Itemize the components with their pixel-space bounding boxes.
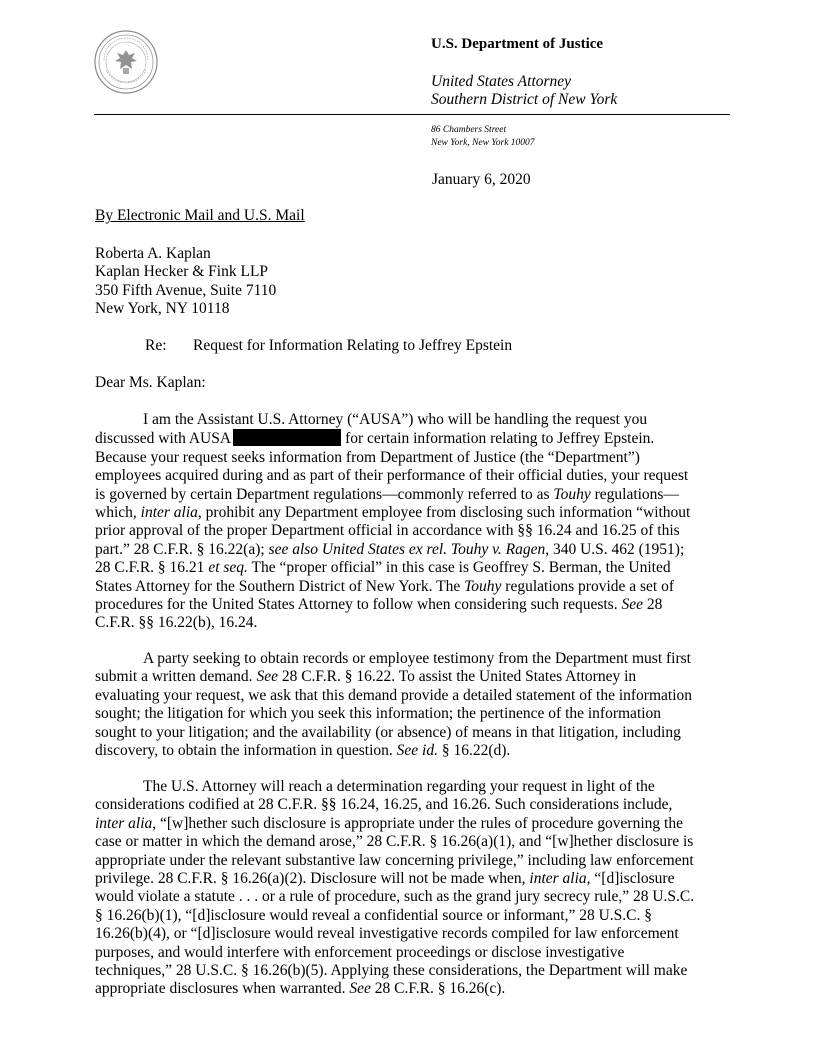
recipient-firm: Kaplan Hecker & Fink LLP	[95, 263, 269, 281]
paragraph-line: States Attorney for the Southern District of New York. The Touhy regulations provide a set of	[95, 577, 675, 595]
paragraph-line: part.” 28 C.F.R. § 16.22(a); see also United States ex rel. Touhy v. Ragen, 340 U.S. 462 (1951);	[95, 540, 685, 558]
address-line-2: New York, New York 10007	[431, 138, 535, 148]
paragraph-line: appropriate disclosures when warranted. See 28 C.F.R. § 16.26(c).	[95, 980, 506, 998]
recipient-name: Roberta A. Kaplan	[95, 245, 211, 262]
paragraph-line: considerations codified at 28 C.F.R. §§ 16.24, 16.25, and 16.26. Such considerations include,	[95, 796, 673, 814]
re-subject: Request for Information Relating to Jeffrey Epstein	[193, 337, 513, 354]
paragraph-line: techniques,” 28 U.S.C. § 16.26(b)(5). Applying these considerations, the Department will make	[95, 962, 688, 980]
paragraph-line: purposes, and would interfere with enforcement proceedings or disclose investigative	[95, 943, 625, 961]
agency-name: U.S. Department of Justice	[431, 36, 604, 52]
paragraph-line: A party seeking to obtain records or employee testimony from the Department must first	[143, 650, 691, 667]
recipient-street: 350 Fifth Avenue, Suite 7110	[95, 281, 277, 299]
paragraph-line: employees acquired during and as part of their performance of their official duties, your request	[95, 467, 689, 485]
address-line-1: 86 Chambers Street	[431, 125, 507, 135]
paragraph-line: The U.S. Attorney will reach a determination regarding your request in light of the	[143, 778, 655, 795]
paragraph-line: submit a written demand. See 28 C.F.R. § 16.22. To assist the United States Attorney in	[95, 668, 637, 686]
paragraph-line: I am the Assistant U.S. Attorney (“AUSA”) who will be handling the request you	[143, 411, 648, 428]
paragraph-line: appropriate under the relevant substantive law concerning privilege,” including law enforcement	[95, 851, 694, 869]
recipient-city: New York, NY 10118	[95, 300, 230, 318]
paragraph-line: would violate a statute . . . or a rule of procedure, such as the grand jury secrecy rule,” 28 U.S.C.	[95, 888, 695, 906]
paragraph-line: case or matter in which the demand arose,” 28 C.F.R. § 16.26(a)(1), and “[w]hether disclosure is	[95, 833, 694, 851]
paragraph-1	[95, 411, 735, 633]
paragraph-line: § 16.26(b)(1), “[d]isclosure would reveal a confidential source or informant,” 28 U.S.C. §	[95, 906, 652, 924]
paragraph-line: inter alia, “[w]hether such disclosure is appropriate under the rules of procedure governing the	[95, 814, 683, 832]
office-line-2: Southern District of New York	[431, 91, 618, 108]
paragraph-3	[95, 778, 735, 999]
paragraph-line: sought; the litigation for which you seek this information; the pertinence of the information	[95, 705, 662, 723]
paragraph-line: C.F.R. §§ 16.22(b), 16.24.	[95, 614, 258, 632]
paragraph-line: sought to your litigation; and the availability (or absence) of means in that litigation, including	[95, 723, 681, 741]
paragraph-2	[95, 650, 735, 760]
paragraph-line: evaluating your request, we ask that this demand provide a detailed statement of the information	[95, 686, 692, 704]
paragraph-line: privilege. 28 C.F.R. § 16.26(a)(2). Disclosure will not be made when, inter alia, “[d]isclosure	[95, 870, 675, 888]
doj-seal	[94, 30, 158, 94]
paragraph-line: which, inter alia, prohibit any Department employee from disclosing such information “without	[95, 504, 691, 522]
letter-date: January 6, 2020	[432, 171, 531, 188]
office-name	[431, 73, 617, 109]
recipient-block	[95, 245, 276, 319]
paragraph-line: is governed by certain Department regulations—commonly referred to as Touhy regulations—	[95, 485, 679, 503]
paragraph-line: procedures for the United States Attorney to follow when considering such requests. See 28	[95, 596, 663, 614]
paragraph-line: discussed with AUSA for certain information relating to Jeffrey Epstein.	[95, 430, 655, 448]
office-address	[431, 124, 535, 150]
letterhead-divider	[94, 114, 730, 115]
paragraph-line: 28 C.F.R. § 16.21 et seq. The “proper official” in this case is Geoffrey S. Berman, the United	[95, 559, 671, 577]
paragraph-line: discovery, to obtain the information in question. See id. § 16.22(d).	[95, 742, 511, 760]
redaction-block	[233, 429, 341, 446]
paragraph-line: 16.26(b)(4), or “[d]isclosure would reveal investigative records compiled for law enforcement	[95, 925, 679, 943]
paragraph-line: Because your request seeks information from Department of Justice (the “Department”)	[95, 448, 640, 466]
salutation: Dear Ms. Kaplan:	[95, 374, 206, 391]
office-line-1: United States Attorney	[431, 73, 572, 90]
paragraph-line: prior approval of the proper Department official in accordance with §§ 16.24 and 16.25 of this	[95, 522, 680, 540]
delivery-method: By Electronic Mail and U.S. Mail	[95, 207, 305, 224]
re-label: Re:	[145, 337, 167, 354]
